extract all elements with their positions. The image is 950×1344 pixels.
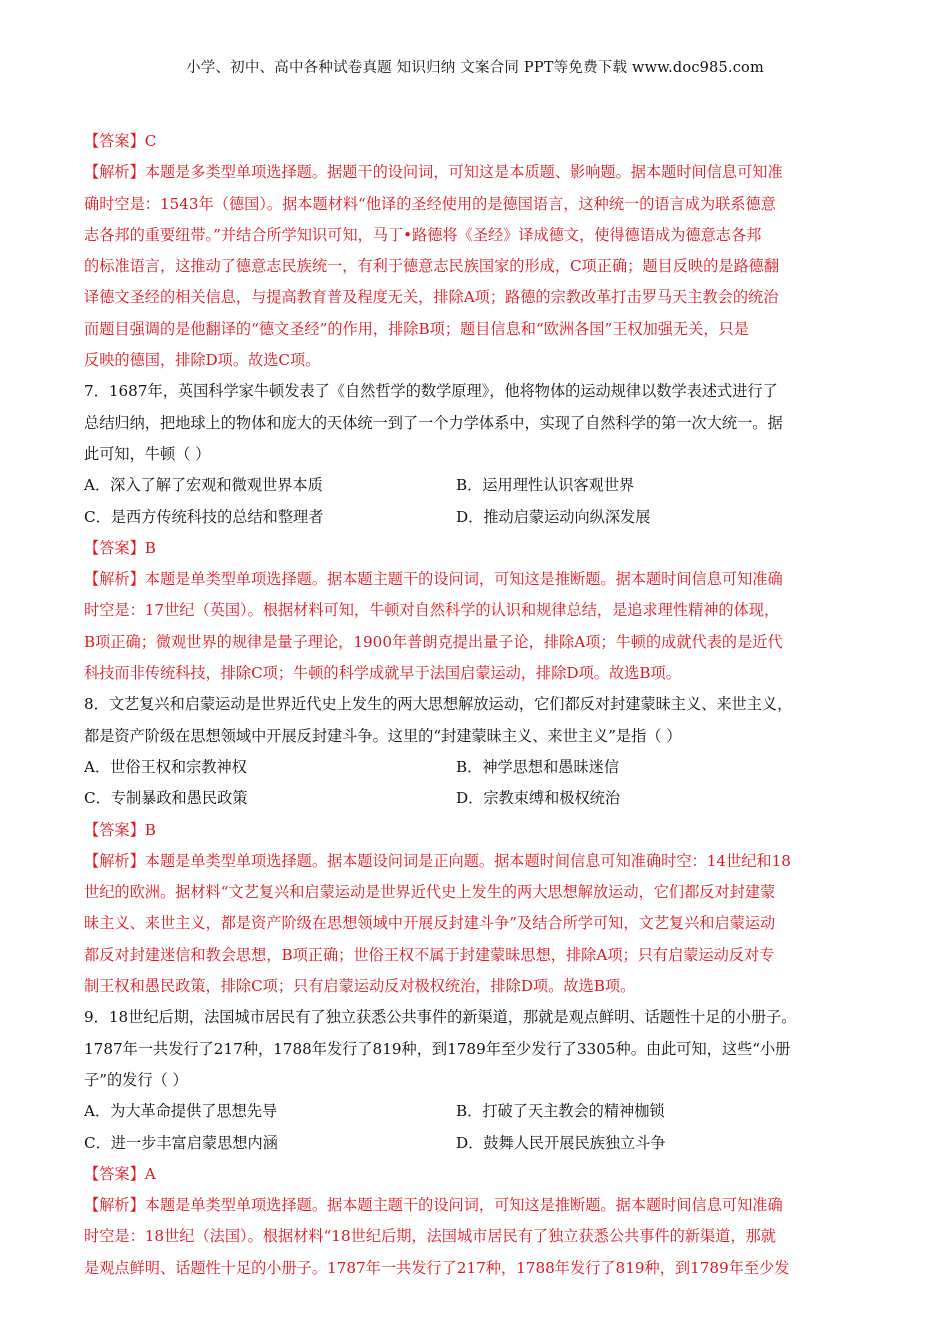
- page-header: 小学、初中、高中各种试卷真题 知识归纳 文案合同 PPT等免费下载 www.doc985.com: [186, 60, 764, 76]
- option-d: D．推动启蒙运动向纵深发展: [456, 507, 651, 526]
- option-b: B．打破了天主教会的精神枷锁: [456, 1102, 665, 1121]
- option-c: C．进一步丰富启蒙思想内涵: [84, 1133, 278, 1152]
- answer-6: 【答案】C: [84, 132, 157, 150]
- explanation-7: 【解析】本题是单类型单项选择题。据本题主题干的设问词，可知这是推断题。据本题时间信息可知准确 时空是：17世纪（英国）。根据材料可知，牛顿对自然科学的认识和规律总结，是追求理性精神的体现， B项正确；微观世界的规律是量子理论，1900年普朗克提出量子论，排除A项；牛顿的成就代表的是近代 科技而非传统科技，排除C项；牛顿的科学成就早于法国启蒙运动，排除D项。故选B项。: [84, 570, 783, 683]
- option-b: B．运用理性认识客观世界: [456, 476, 635, 495]
- answer-8: 【答案】B: [84, 820, 156, 839]
- option-c: C．是西方传统科技的总结和整理者: [84, 507, 324, 526]
- question-9: 9．18世纪后期，法国城市居民有了独立获悉公共事件的新渠道，那就是观点鲜明、话题性十足的小册子。 1787年一共发行了217种，1788年发行了819种，到1789年至少发行了3305种。由此可知，这些“小册 子”的发行（ ） A．为大革命提供了思想先导 B．打破了天主教会的精神枷锁 C．进一步丰富启蒙思想内涵 D．鼓舞人民开展民族独立斗争: [84, 1002, 874, 1158]
- explanation-9: 【解析】本题是单类型单项选择题。据本题主题干的设问词，可知这是推断题。据本题时间信息可知准确 时空是：18世纪（法国）。根据材料“18世纪后期，法国城市居民有了独立获悉公共事件的新渠道，那就 是观点鲜明、话题性十足的小册子。1787年一共发行了217种，1788年发行了819种，到1789年至少发: [84, 1196, 790, 1277]
- document-body: [84, 126, 874, 1284]
- option-a: A．为大革命提供了思想先导: [84, 1102, 278, 1121]
- explanation-8: 【解析】本题是单类型单项选择题。据本题设问词是正向题。据本题时间信息可知准确时空：14世纪和18 世纪的欧洲。据材料“文艺复兴和启蒙运动是世界近代史上发生的两大思想解放运动，它们都反对封建蒙 昧主义、来世主义，都是资产阶级在思想领域中开展反封建斗争”及结合所学可知，文艺复兴和启蒙运动 都反对封建迷信和教会思想，B项正确；世俗王权不属于封建蒙昧思想，排除A项；只有启蒙运动反对专 制王权和愚民政策，排除C项；只有启蒙运动反对极权统治，排除D项。故选B项。: [84, 851, 791, 996]
- explanation-6: 【解析】本题是多类型单项选择题。据题干的设问词，可知这是本质题、影响题。据本题时间信息可知准 确时空是：1543年（德国）。据本题材料“他译的圣经使用的是德国语言，这种统一的语言成为联系德意 志各邦的重要纽带。”并结合所学知识可知，马丁•路德将《圣经》译成德文，使得德语成为德意志各邦 的标准语言，这推动了德意志民族统一，有利于德意志民族国家的形成，C项正确；题目反映的是路德翻 译德文圣经的相关信息，与提高教育普及程度无关，排除A项；路德的宗教改革打击罗马天主教会的统治 而题目强调的是他翻译的“德文圣经”的作用，排除B项；题目信息和“欧洲各国”王权加强无关，只是 反映的德国，排除D项。故选C项。: [84, 163, 783, 370]
- option-d: D．鼓舞人民开展民族独立斗争: [456, 1133, 666, 1152]
- option-a: A．世俗王权和宗教神权: [84, 757, 247, 776]
- answer-9: 【答案】A: [84, 1164, 156, 1183]
- question-7: 7．1687年，英国科学家牛顿发表了《自然哲学的数学原理》，他将物体的运动规律以数学表述式进行了 总结归纳，把地球上的物体和庞大的天体统一到了一个力学体系中，实现了自然科学的第一次大统一。据 此可知，牛顿（ ） A．深入了解了宏观和微观世界本质 B．运用理性认识客观世界 C．是西方传统科技的总结和整理者 D．推动启蒙运动向纵深发展: [84, 376, 874, 532]
- option-b: B．神学思想和愚昧迷信: [456, 757, 620, 776]
- option-a: A．深入了解了宏观和微观世界本质: [84, 476, 323, 495]
- option-d: D．宗教束缚和极权统治: [456, 789, 621, 808]
- answer-7: 【答案】B: [84, 538, 156, 557]
- question-8: 8．文艺复兴和启蒙运动是世界近代史上发生的两大思想解放运动，它们都反对封建蒙昧主义、来世主义， 都是资产阶级在思想领域中开展反封建斗争。这里的“封建蒙昧主义、来世主义”是指（ ） A．世俗王权和宗教神权 B．神学思想和愚昧迷信 C．专制暴政和愚民政策 D．宗教束缚和极权统治: [84, 689, 874, 814]
- option-c: C．专制暴政和愚民政策: [84, 789, 248, 808]
